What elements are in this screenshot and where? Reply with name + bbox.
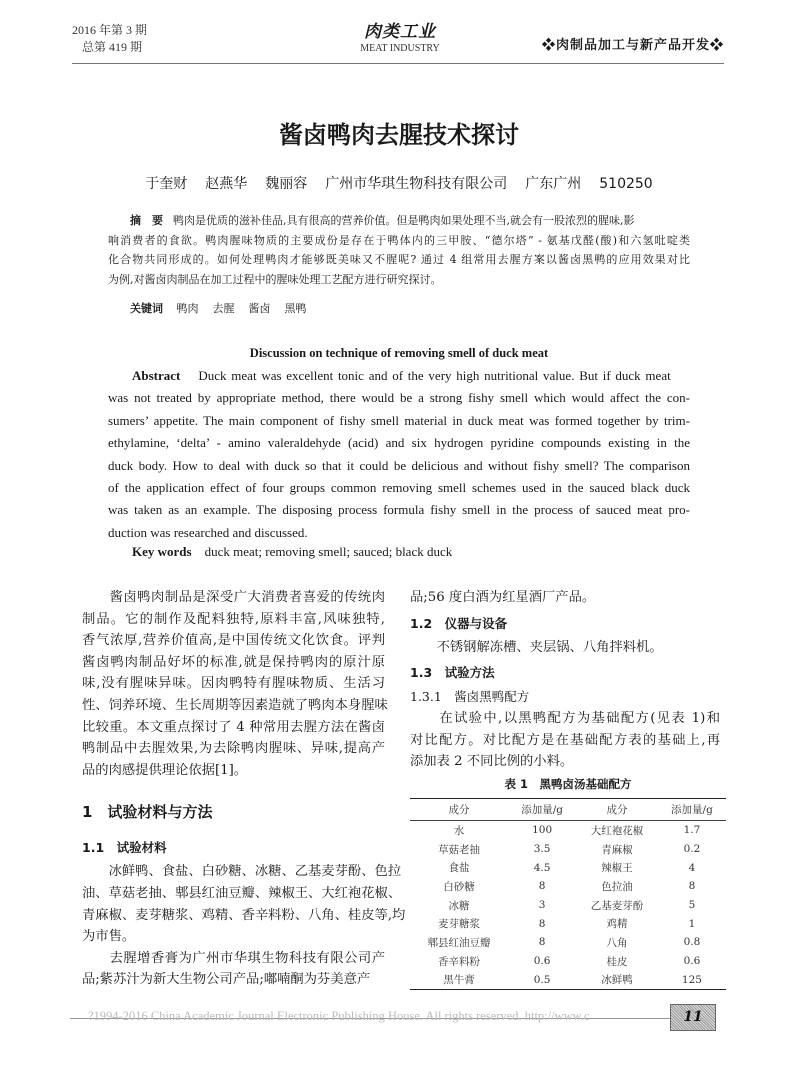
abstract-en-label: Abstract (132, 368, 181, 383)
body-line: 性、饲养环境、生长周期等因素造就了鸭肉本身腥味 (82, 697, 388, 713)
column-name: ❖肉制品加工与新产品开发❖ (541, 38, 724, 53)
section-heading: 1 试验材料与方法 (82, 803, 213, 822)
column-header: 成分 (576, 799, 658, 821)
table-cell: 4 (688, 861, 696, 874)
table-cell: 冰糖 (448, 899, 470, 912)
table-cell: 125 (681, 973, 702, 986)
formula-table (410, 798, 726, 990)
table-cell: 8 (538, 880, 546, 893)
table-cell: 八角 (606, 936, 628, 949)
table-cell: 色拉油 (601, 880, 633, 893)
table-row (410, 933, 726, 952)
abstract-line: 化合物共同形成的。如何处理鸭肉才能够既美味又不腥呢? 通过 4 组常用去腥方案以酱卤黑鸭的应用效果对比 (108, 253, 690, 266)
english-title: Discussion on technique of removing smell of duck meat (249, 346, 549, 360)
issue-info (72, 22, 147, 56)
table-cell: 8 (538, 917, 546, 930)
journal-name-cn: 肉类工业 (364, 22, 436, 42)
body-line: 品的肉感提供理论依据[1]。 (82, 762, 248, 778)
subsection-heading: 1.3 试验方法 (410, 665, 495, 681)
abstract-en-line: of the application effect of four groups common removing smell schemes used in the sauced black duck (108, 479, 690, 495)
body-line: 去腥增香膏为广州市华琪生物科技有限公司产 (82, 950, 385, 966)
article-title: 酱卤鸭肉去腥技术探讨 (279, 121, 519, 149)
table-cell: 8 (688, 880, 696, 893)
keywords-en-values: duck meat; removing smell; sauced; black duck (204, 544, 453, 559)
table-cell: 1 (688, 917, 696, 930)
abstract-en-line: duction was researched and discussed. (108, 524, 308, 540)
table-row (410, 914, 726, 933)
abstract-line: 响消费者的食欲。鸭肉腥味物质的主要成份是存在于鸭体内的三甲胺、“德尔塔” - 氨基戊醛(酸)和六氢吡啶类 (108, 233, 690, 247)
abstract-en-line (108, 365, 690, 387)
table-cell: 冰鲜鸭 (601, 974, 633, 987)
table-cell: 郫县红油豆瓣 (427, 936, 491, 949)
left-column (82, 587, 406, 991)
copyright-notice: ?1994-2016 China Academic Journal Electronic Publishing House. All rights reserved. http://www.c (88, 1009, 590, 1023)
column-header: 添加量/g (658, 799, 726, 821)
body-line: 酱卤鸭肉制品是深受广大消费者喜爱的传统肉 (82, 590, 385, 605)
table-caption: 表 1 黑鸭卤汤基础配方 (504, 777, 632, 791)
postal-code: 510250 (599, 176, 653, 192)
subsection-heading: 1.2 仪器与设备 (410, 615, 508, 631)
abstract-text: 鸭肉是优质的滋补佳品,具有很高的营养价值。但是鸭肉如果处理不当,就会有一股浓烈的腥味,影 (173, 214, 635, 227)
table-cell: 5 (688, 899, 696, 912)
body-line: 香气浓厚,营养价值高,是中国传统文化饮食。评判 (82, 633, 385, 649)
keywords-label: 关键词 (130, 302, 163, 315)
abstract-en-line: was not treated by appropriate method, there would be a strong fishy smell which would affect the con- (108, 390, 690, 406)
table-row (410, 840, 726, 859)
table-cell: 大红袍花椒 (590, 824, 644, 837)
abstract-line (108, 211, 690, 231)
table-row (410, 896, 726, 915)
author: 赵燕华 (205, 176, 248, 192)
table-cell: 白砂糖 (443, 880, 475, 893)
table-cell: 草菇老抽 (438, 843, 481, 856)
journal-name-en: MEAT INDUSTRY (360, 43, 440, 54)
table-row (410, 971, 726, 990)
table-cell: 0.2 (683, 843, 701, 856)
table-cell: 0.6 (683, 955, 701, 968)
table-row (410, 858, 726, 877)
abstract-line: 为例,对酱卤肉制品在加工过程中的腥味处理工艺配方进行研究探讨。 (108, 272, 442, 286)
column-header: 成分 (410, 799, 508, 821)
table-header-row (410, 799, 726, 821)
table-cell: 乙基麦芽酚 (590, 899, 644, 912)
body-line: 酱卤鸭肉制品好坏的标准,就是保持鸭肉的原汁原 (82, 654, 385, 670)
author: 于奎财 (145, 176, 188, 192)
body-line: 在试验中,以黑鸭配方为基础配方(见表 1)和 (410, 711, 720, 727)
body-line: 冰鲜鸭、食盐、白砂糖、冰糖、乙基麦芽酚、色拉 (82, 864, 402, 880)
body-line: 油、草菇老抽、郫县红油豆瓣、辣椒王、大红袍花椒、 (82, 885, 402, 901)
total-issue-number: 总第 419 期 (82, 40, 143, 54)
abstract-en-line: duck body. How to deal with duck so that it could be delicious and without fishy smell? The comparison (108, 457, 690, 473)
table-cell: 3.5 (533, 843, 551, 856)
table-cell: 青麻椒 (601, 843, 633, 856)
abstract-en-line: sumers’ appetite. The main component of fishy smell material in duck meat was formed together by trim- (108, 412, 690, 428)
keyword: 去腥 (212, 302, 235, 315)
journal-logo (340, 17, 460, 54)
table-cell: 麦芽糖浆 (438, 918, 481, 931)
body-line: 制品。它的制作及配料独特,原料丰富,风味独特, (82, 611, 385, 627)
subsection-heading: 1.1 试验材料 (82, 840, 167, 856)
abstract-en-line: ethylamine, ‘delta’ - amino valeraldehyde (acid) and six hydrogen pyridine compounds existing in the (108, 435, 690, 451)
body-line: 品;56 度白酒为红星酒厂产品。 (410, 590, 596, 605)
table-row (410, 952, 726, 971)
table-cell: 0.5 (533, 973, 551, 986)
affiliation: 广州市华琪生物科技有限公司 (325, 176, 508, 192)
table-cell: 4.5 (533, 861, 551, 874)
body-line: 青麻椒、麦芽糖浆、鸡精、香辛料粉、八角、桂皮等,均 (82, 907, 406, 923)
table-cell: 水 (453, 824, 465, 837)
issue-number: 2016 年第 3 期 (72, 23, 148, 37)
table-cell: 鸡精 (606, 918, 628, 931)
right-column (410, 587, 720, 773)
body-line: 添加表 2 不同比例的小料。 (410, 754, 574, 770)
table-cell: 3 (538, 899, 546, 912)
keyword: 鸭肉 (176, 302, 199, 315)
table-cell: 1.7 (683, 824, 701, 837)
body-line: 比较重。本文重点探讨了 4 种常用去腥方法在酱卤 (82, 719, 385, 735)
keyword: 黑鸭 (284, 302, 307, 315)
table-cell: 100 (532, 824, 553, 837)
table-cell: 0.6 (533, 955, 551, 968)
body-line: 味,没有腥味异味。因肉鸭特有腥味物质、生活习 (82, 676, 385, 692)
abstract-cn (108, 211, 690, 289)
body-line: 对比配方。对比配方是在基础配方表的基础上,再 (410, 732, 720, 748)
table-row (410, 821, 726, 840)
abstract-en-line: was taken as an example. The disposing process formula fishy smell in the process of sauced meat pro- (108, 502, 690, 518)
body-line: 不锈钢解冻槽、夹层锅、八角拌料机。 (410, 639, 663, 655)
table-cell: 香辛料粉 (438, 955, 481, 968)
table-row (410, 877, 726, 896)
body-line: 为市售。 (82, 929, 136, 945)
table-cell: 0.8 (683, 936, 701, 949)
abstract-en-text: Duck meat was excellent tonic and of the very high nutritional value. But if duck meat (198, 368, 671, 383)
author: 魏丽容 (265, 176, 308, 192)
location: 广东广州 (525, 176, 582, 192)
subsubsection-heading: 1.3.1 酱卤黑鸭配方 (410, 689, 530, 705)
keywords-en-label: Key words (132, 544, 192, 559)
keywords-en (132, 544, 452, 560)
table-cell: 8 (538, 936, 546, 949)
keyword: 酱卤 (248, 302, 271, 315)
body-line: 鸭制品中去腥效果,为去除鸭肉腥味、异味,提高产 (82, 741, 385, 757)
column-header: 添加量/g (508, 799, 576, 821)
keywords-cn (130, 300, 321, 316)
table-cell: 黑牛膏 (443, 974, 475, 987)
abstract-en (108, 365, 690, 544)
table-cell: 辣椒王 (601, 862, 633, 875)
page-number: 11 (670, 1004, 716, 1031)
authors-line (0, 173, 798, 193)
body-line: 品;紫苏汁为新大生物公司产品;嘟喃酮为芬美意产 (82, 972, 371, 988)
table-cell: 食盐 (448, 862, 470, 875)
table-cell: 桂皮 (606, 955, 628, 968)
header-rule (72, 63, 724, 64)
abstract-label: 摘 要 (130, 214, 163, 227)
